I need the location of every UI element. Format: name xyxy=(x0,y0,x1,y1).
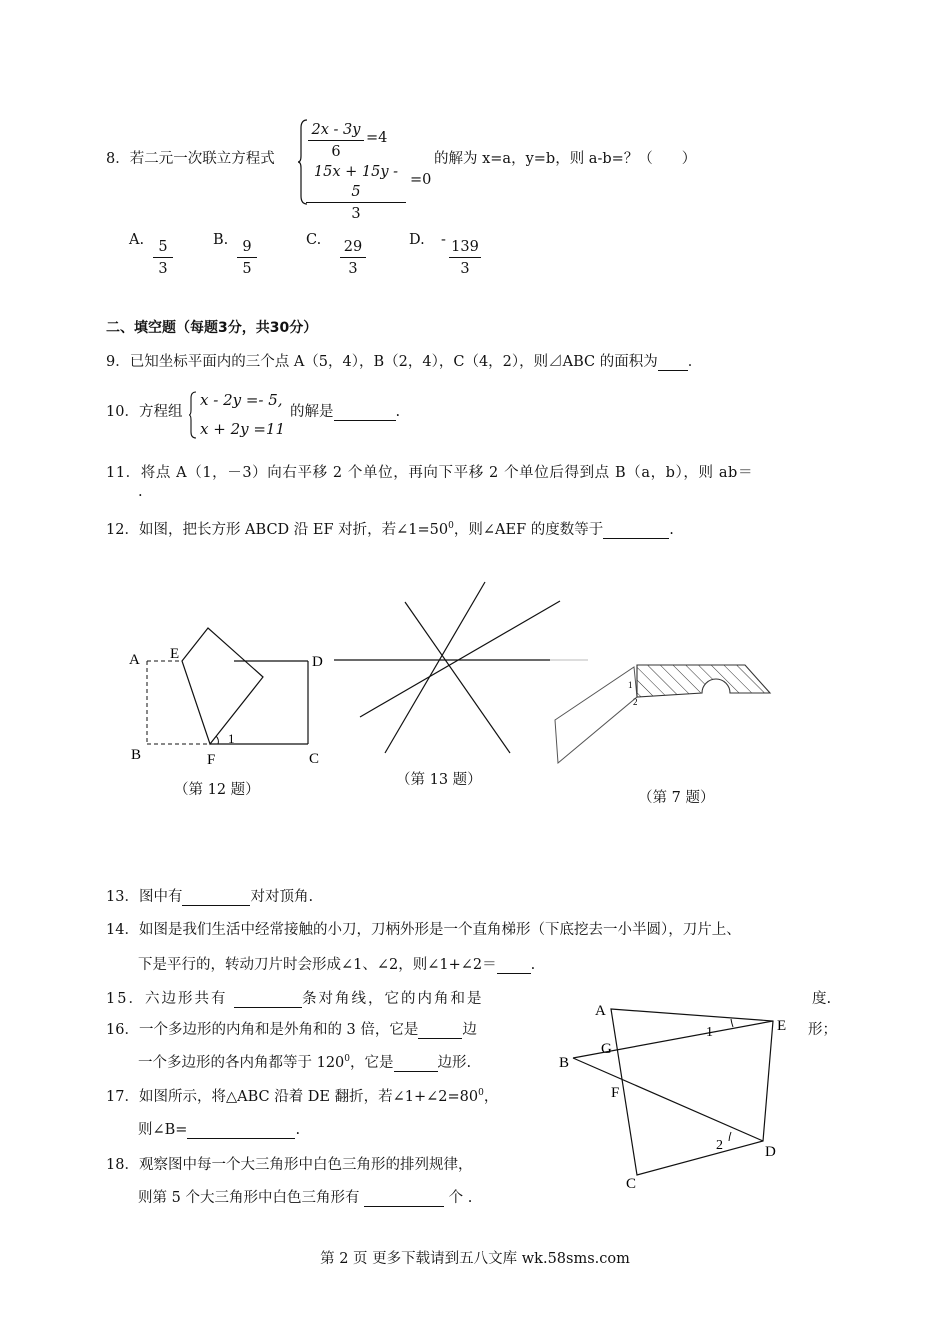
q8-option-a-fraction: $\frac{5}{3}$ xyxy=(153,237,173,280)
fig7-caption: （第 7 题） xyxy=(638,790,715,806)
q8-tail: 的解为 x=a，y=b，则 a-b=？（ ） xyxy=(434,151,697,167)
figure-7 xyxy=(548,655,778,770)
fig7-angle-2: 2 xyxy=(633,697,638,707)
q9: 9．已知坐标平面内的三个点 A（5，4），B（2，4），C（4，2），则⊿ABC 的面积为 ． xyxy=(106,354,703,370)
fig17-label-e: E xyxy=(777,1018,787,1034)
page-footer: 第 2 页 更多下载请到五八文库 wk.58sms.com xyxy=(320,1251,630,1267)
q15: 15．六边形共有 条对角线，它的内角和是 xyxy=(106,991,484,1007)
fig12-label-d: D xyxy=(312,654,323,670)
q15-end: 度. xyxy=(812,991,832,1007)
q8-eq1-rhs: =4 xyxy=(366,130,388,146)
q8-number: 8．若二元一次联立方程式 xyxy=(106,151,275,167)
q14-line2: 下是平行的，转动刀片时会形成∠1、∠2，则∠1+∠2＝ . xyxy=(138,957,536,973)
q8-eq2-fraction: $\frac{15x + 15y - 5}{3}$ xyxy=(306,162,406,225)
q17-line2: 则∠B= . xyxy=(138,1122,301,1138)
fig17-label-f: F xyxy=(611,1085,620,1101)
q18-line2: 则第 5 个大三角形中白色三角形有 个 . xyxy=(138,1190,473,1206)
q10-eq1: x - 2y =- 5, xyxy=(200,391,283,409)
q11-line1: 11．将点 A（1，－3）向右平移 2 个单位，再向下平移 2 个单位后得到点 B（a，b），则 ab＝ xyxy=(106,465,754,481)
fig12-label-f: F xyxy=(207,752,216,768)
fig12-label-b: B xyxy=(131,747,142,763)
q16-line2: 一个多边形的各内角都等于 $120^0$，它是 边形. xyxy=(138,1054,472,1071)
q8-option-c-label: C. xyxy=(306,232,322,248)
q8-eq2-rhs: =0 xyxy=(410,172,432,188)
q12: 12．如图，把长方形 ABCD 沿 EF 对折，若$\angle 1=50^0$，则∠AEF 的度数等于 . xyxy=(106,521,674,538)
q13: 13．图中有 对对顶角. xyxy=(106,889,314,905)
q10-eq2: x + 2y =11 xyxy=(200,420,286,438)
fig17-label-c: C xyxy=(626,1176,637,1192)
q17-line1: 17．如图所示，将△ABC 沿着 DE 翻折，若$\angle 1+\angle 2=80^0$， xyxy=(106,1088,499,1105)
q8-option-b-label: B. xyxy=(213,232,229,248)
fig17-label-d: D xyxy=(765,1144,776,1160)
q8-option-d-label: D. xyxy=(409,232,425,248)
fig17-label-b: B xyxy=(559,1055,570,1071)
q16-line1-end: 形； xyxy=(808,1022,837,1038)
q14-line1: 14．如图是我们生活中经常接触的小刀，刀柄外形是一个直角梯形（下底挖去一小半圆），刀片上、 xyxy=(106,922,741,938)
fig17-label-a: A xyxy=(595,1003,606,1019)
fig17-angle-1: 1 xyxy=(706,1025,713,1040)
q8-option-b-fraction: $\frac{9}{5}$ xyxy=(237,237,257,280)
fig17-label-g: G xyxy=(601,1041,612,1057)
q8-option-c-fraction: $\frac{29}{3}$ xyxy=(340,237,366,280)
q8-option-a-label: A. xyxy=(129,232,145,248)
section-2-heading: 二、填空题（每题3分，共30分） xyxy=(106,320,318,336)
figure-17 xyxy=(555,995,795,1195)
fig12-caption: （第 12 题） xyxy=(174,782,260,798)
q18-line1: 18．观察图中每一个大三角形中白色三角形的排列规律， xyxy=(106,1157,473,1173)
figure-12 xyxy=(120,620,340,800)
fig17-angle-2: 2 xyxy=(716,1138,723,1153)
fig7-angle-1: 1 xyxy=(628,680,633,690)
fig12-label-c: C xyxy=(309,751,320,767)
q8-option-d-fraction: $\frac{139}{3}$ xyxy=(449,237,481,280)
q8-eq1-fraction: $\frac{2x - 3y}{6}$ xyxy=(308,120,364,163)
q10-prefix: 10．方程组 xyxy=(106,404,183,420)
q11-line2: . xyxy=(138,484,143,500)
fig13-caption: （第 13 题） xyxy=(396,772,482,788)
fig12-angle-1: 1 xyxy=(228,731,235,746)
fig12-label-a: A xyxy=(129,652,140,668)
q10-answer: 的解是 . xyxy=(290,404,401,420)
fig12-label-e: E xyxy=(170,646,180,662)
q10-brace xyxy=(188,390,198,440)
q8-option-d-sign: - xyxy=(441,232,446,248)
q16-line1: 16．一个多边形的内角和是外角和的 3 倍，它是 边 xyxy=(106,1022,477,1038)
